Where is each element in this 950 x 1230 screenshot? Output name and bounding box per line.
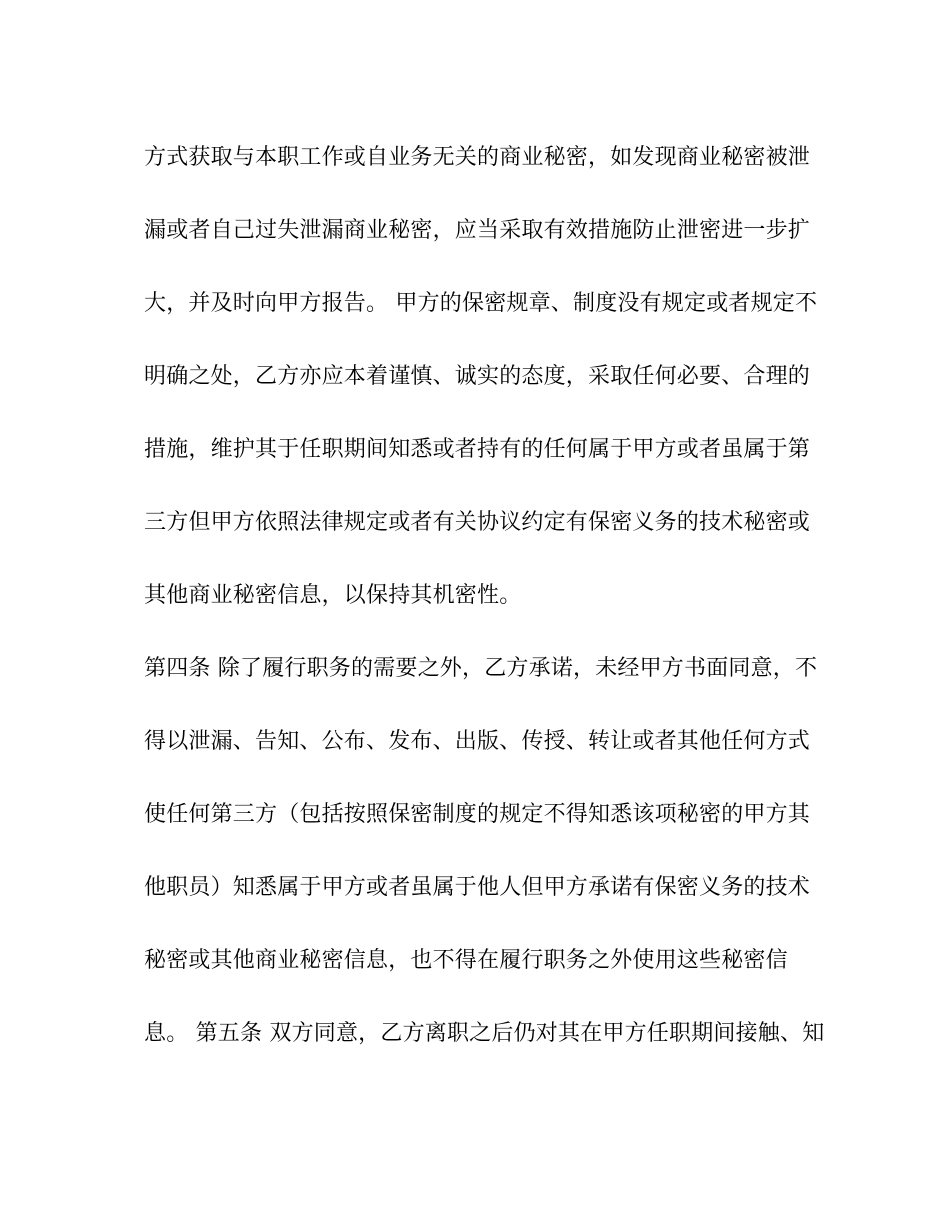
text-line: 秘密或其他商业秘密信息，也不得在履行职务之外使用这些秘密信 xyxy=(144,948,788,973)
article-4-line: 第四条 除了履行职务的需要之外，乙方承诺，未经甲方书面同意，不 xyxy=(144,656,818,681)
text-line: 漏或者自己过失泄漏商业秘密，应当采取有效措施防止泄密进一步扩 xyxy=(144,218,811,243)
text-line: 其他商业秘密信息，以保持其机密性。 xyxy=(144,583,522,608)
text-line: 得以泄漏、告知、公布、发布、出版、传授、转让或者其他任何方式 xyxy=(144,729,811,754)
text-line: 大，并及时向甲方报告。 甲方的保密规章、制度没有规定或者规定不 xyxy=(144,291,818,316)
document-body xyxy=(144,138,824,1087)
text-line: 明确之处，乙方亦应本着谨慎、诚实的态度，采取任何必要、合理的 xyxy=(144,364,811,389)
text-line: 三方但甲方依照法律规定或者有关协议约定有保密义务的技术秘密或 xyxy=(144,510,811,535)
text-line: 使任何第三方（包括按照保密制度的规定不得知悉该项秘密的甲方其 xyxy=(144,802,811,827)
article-5-line: 息。 第五条 双方同意，乙方离职之后仍对其在甲方任职期间接触、知 xyxy=(144,1021,825,1046)
text-line: 方式获取与本职工作或自业务无关的商业秘密，如发现商业秘密被泄 xyxy=(144,145,811,170)
text-line: 措施，维护其于任职期间知悉或者持有的任何属于甲方或者虽属于第 xyxy=(144,437,811,462)
text-line: 他职员）知悉属于甲方或者虽属于他人但甲方承诺有保密义务的技术 xyxy=(144,875,811,900)
